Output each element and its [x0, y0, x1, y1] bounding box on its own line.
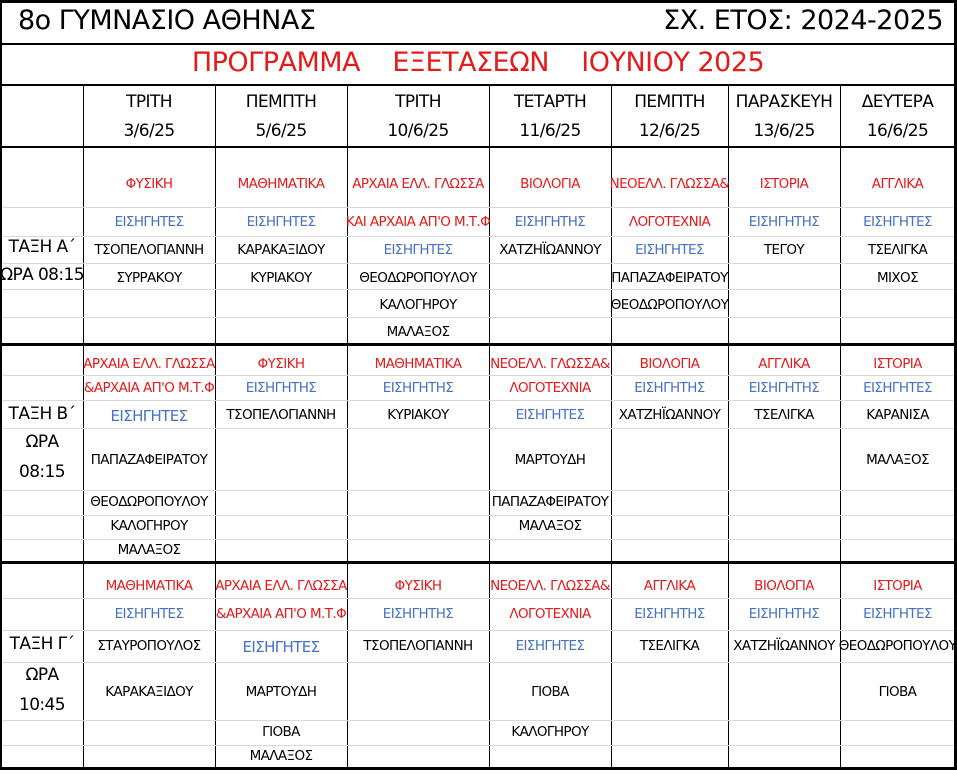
subject: ΝΕΟΕΛΛ. ΓΛΩΣΣΑ&	[609, 176, 730, 192]
teacher-name: ΚΑΡΑΚΑΞΙΔΟΥ	[237, 242, 325, 258]
days-divider	[0, 146, 957, 148]
row-gridline	[2, 428, 954, 429]
teachers-label: ΕΙΣΗΓΗΤΕΣ	[863, 606, 932, 622]
class-label: ΤΑΞΗ Α΄	[8, 237, 76, 257]
row-gridline	[2, 490, 954, 491]
teachers-label: ΕΙΣΗΓΗΤΕΣ	[863, 214, 932, 230]
row-gridline	[2, 598, 954, 599]
column-separator	[840, 84, 841, 770]
teachers-label: ΕΙΣΗΓΗΤΗΣ	[748, 380, 820, 396]
teachers-label: ΕΙΣΗΓΗΤΕΣ	[114, 214, 184, 230]
row-gridline	[2, 289, 954, 290]
subject: &ΑΡΧΑΙΑ ΑΠ'Ο Μ.Τ.Φ	[83, 380, 215, 396]
day-date: 10/6/25	[387, 121, 449, 141]
day-name: ΠΕΜΠΤΗ	[634, 92, 705, 112]
row-gridline	[2, 317, 954, 318]
teacher-name: ΧΑΤΖΗΪΩΑΝΝΟΥ	[733, 638, 835, 654]
subject: ΑΓΓΛΙΚΑ	[643, 578, 696, 594]
class-divider-2	[0, 561, 957, 564]
teacher-name: ΚΑΛΟΓΗΡΟΥ	[110, 518, 188, 534]
subject: ΑΡΧΑΙΑ ΕΛΛ. ΓΛΩΣΣΑ	[83, 356, 215, 372]
teacher-name: ΧΑΤΖΗΪΩΑΝΝΟΥ	[618, 407, 721, 423]
teacher-name: ΚΑΛΟΓΗΡΟΥ	[511, 724, 589, 740]
teachers-label: ΕΙΣΗΓΗΤΕΣ	[110, 407, 188, 425]
class-label: 10:45	[19, 695, 65, 715]
subject: ΜΑΘΗΜΑΤΙΚΑ	[374, 356, 462, 372]
subject: ΒΙΟΛΟΓΙΑ	[639, 356, 700, 372]
subject: ΙΣΤΟΡΙΑ	[873, 356, 922, 372]
subject: &ΑΡΧΑΙΑ ΑΠ'Ο Μ.Τ.Φ	[215, 606, 347, 622]
header-divider	[0, 84, 957, 86]
teacher-name: ΤΣΟΠΕΛΟΓΙΑΝΝΗ	[94, 242, 204, 258]
day-date: 5/6/25	[255, 121, 307, 141]
teacher-name: ΚΑΛΟΓΗΡΟΥ	[379, 297, 457, 313]
teachers-label: ΕΙΣΗΓΗΤΗΣ	[634, 606, 705, 622]
school-name: 8ο ΓΥΜΝΑΣΙΟ ΑΘΗΝΑΣ	[18, 5, 316, 36]
teachers-label: ΕΙΣΗΓΗΤΗΣ	[634, 380, 705, 396]
teachers-label: ΕΙΣΗΓΗΤΕΣ	[863, 380, 932, 396]
day-name: ΤΡΙΤΗ	[395, 92, 441, 112]
teachers-label: ΕΙΣΗΓΗΤΕΣ	[383, 242, 453, 258]
teachers-label: ΕΙΣΗΓΗΤΗΣ	[748, 606, 820, 622]
title-divider	[0, 43, 957, 45]
teacher-name: ΣΤΑΥΡΟΠΟΥΛΟΣ	[97, 638, 201, 654]
teacher-name: ΤΣΟΠΕΛΟΓΙΑΝΝΗ	[363, 638, 473, 654]
day-name: ΤΡΙΤΗ	[126, 92, 172, 112]
subject: ΛΟΓΟΤΕΧΝΙΑ	[628, 214, 711, 230]
day-name: ΔΕΥΤΕΡΑ	[861, 92, 934, 112]
subject: ΑΓΓΛΙΚΑ	[871, 176, 924, 192]
subject: ΛΟΓΟΤΕΧΝΙΑ	[509, 606, 591, 622]
subject: ΝΕΟΕΛΛ. ΓΛΩΣΣΑ&	[490, 356, 610, 372]
teacher-name: ΜΙΧΟΣ	[876, 270, 919, 286]
teachers-label: ΕΙΣΗΓΗΤΗΣ	[245, 380, 317, 396]
class-label: ΩΡΑ	[25, 665, 59, 685]
frame-top	[0, 0, 957, 3]
teachers-label: ΕΙΣΗΓΗΤΕΣ	[246, 214, 316, 230]
teacher-name: ΧΑΤΖΗΪΩΑΝΝΟΥ	[499, 242, 601, 258]
frame-bottom	[0, 767, 957, 770]
teachers-label: ΕΙΣΗΓΗΤΗΣ	[748, 214, 820, 230]
class-divider-1	[0, 343, 957, 346]
teacher-name: ΤΣΟΠΕΛΟΓΙΑΝΝΗ	[226, 407, 336, 423]
subject: ΚΑΙ ΑΡΧΑΙΑ ΑΠ'Ο Μ.Τ.Φ	[345, 214, 491, 230]
teacher-name: ΤΣΕΛΙΓΚΑ	[639, 638, 700, 654]
class-label: ΩΡΑ	[25, 432, 59, 452]
teachers-label: ΕΙΣΗΓΗΤΗΣ	[514, 214, 586, 230]
teacher-name: ΓΙΟΒΑ	[531, 684, 569, 700]
row-gridline	[2, 630, 954, 631]
day-date: 12/6/25	[638, 121, 701, 141]
class-label: ΤΑΞΗ Β΄	[8, 404, 76, 424]
teacher-name: ΠΑΠΑΖΑΦΕΙΡΑΤΟΥ	[611, 270, 728, 286]
day-name: ΤΕΤΑΡΤΗ	[513, 92, 587, 112]
row-gridline	[2, 375, 954, 376]
subject: ΙΣΤΟΡΙΑ	[759, 176, 809, 192]
subject: ΑΡΧΑΙΑ ΕΛΛ. ΓΛΩΣΣΑ	[215, 578, 347, 594]
teacher-name: ΤΕΓΟΥ	[763, 242, 805, 258]
frame-left	[0, 0, 2, 770]
teachers-label: ΕΙΣΗΓΗΤΕΣ	[515, 407, 585, 423]
teacher-name: ΜΑΛΑΞΟΣ	[518, 518, 582, 534]
subject: ΒΙΟΛΟΓΙΑ	[754, 578, 814, 594]
teacher-name: ΜΑΡΤΟΥΔΗ	[514, 452, 586, 468]
subject: ΑΡΧΑΙΑ ΕΛΛ. ΓΛΩΣΣΑ	[352, 176, 484, 192]
teacher-name: ΤΣΕΛΙΓΚΑ	[754, 407, 814, 423]
subject: ΦΥΣΙΚΗ	[394, 578, 442, 594]
subject: ΝΕΟΕΛΛ. ΓΛΩΣΣΑ&	[490, 578, 610, 594]
row-gridline	[2, 515, 954, 516]
row-gridline	[2, 400, 954, 401]
day-name: ΠΕΜΠΤΗ	[245, 92, 317, 112]
subject: ΑΓΓΛΙΚΑ	[758, 356, 810, 372]
subject: ΜΑΘΗΜΑΤΙΚΑ	[237, 176, 325, 192]
teacher-name: ΠΑΠΑΖΑΦΕΙΡΑΤΟΥ	[90, 452, 208, 468]
row-gridline	[2, 745, 954, 746]
day-date: 16/6/25	[866, 121, 929, 141]
class-label: ΤΑΞΗ Γ΄	[9, 634, 75, 654]
teachers-label: ΕΙΣΗΓΗΤΕΣ	[515, 638, 585, 654]
day-date: 11/6/25	[519, 121, 581, 141]
class-label: ΩΡΑ 08:15	[0, 265, 84, 285]
teacher-name: ΚΑΡΑΝΙΣΑ	[866, 407, 929, 423]
teacher-name: ΘΕΟΔΩΡΟΠΟΥΛΟΥ	[610, 297, 729, 313]
day-date: 3/6/25	[123, 121, 175, 141]
day-name: ΠΑΡΑΣΚΕΥΗ	[735, 92, 833, 112]
row-gridline	[2, 539, 954, 540]
teacher-name: ΜΑΛΑΞΟΣ	[386, 324, 450, 340]
program-title: ΠΡΟΓΡΑΜΜΑ ΕΞΕΤΑΣΕΩΝ ΙΟΥΝΙΟΥ 2025	[191, 47, 765, 78]
column-separator	[215, 84, 216, 770]
teacher-name: ΓΙΟΒΑ	[262, 724, 300, 740]
teacher-name: ΠΑΠΑΖΑΦΕΙΡΑΤΟΥ	[491, 494, 609, 510]
teachers-label: ΕΙΣΗΓΗΤΕΣ	[635, 242, 704, 258]
teachers-label: ΕΙΣΗΓΗΤΗΣ	[382, 380, 454, 396]
teacher-name: ΘΕΟΔΩΡΟΠΟΥΛΟΥ	[90, 494, 208, 510]
row-gridline	[2, 236, 954, 237]
teacher-name: ΚΑΡΑΚΑΞΙΔΟΥ	[105, 684, 193, 700]
column-separator	[83, 84, 84, 770]
teacher-name: ΜΑΡΤΟΥΔΗ	[245, 684, 317, 700]
subject: ΜΑΘΗΜΑΤΙΚΑ	[105, 578, 193, 594]
day-date: 13/6/25	[753, 121, 815, 141]
school-year: ΣΧ. ΕΤΟΣ: 2024-2025	[663, 5, 943, 36]
subject: ΦΥΣΙΚΗ	[257, 356, 305, 372]
row-gridline	[2, 662, 954, 663]
subject: ΦΥΣΙΚΗ	[125, 176, 173, 192]
teacher-name: ΘΕΟΔΩΡΟΠΟΥΛΟΥ	[359, 270, 477, 286]
teacher-name: ΚΥΡΙΑΚΟΥ	[387, 407, 449, 423]
teacher-name: ΤΣΕΛΙΓΚΑ	[867, 242, 928, 258]
column-separator	[347, 84, 348, 770]
teachers-label: ΕΙΣΗΓΗΤΕΣ	[114, 606, 184, 622]
teacher-name: ΜΑΛΑΞΟΣ	[249, 748, 313, 764]
teachers-label: ΕΙΣΗΓΗΤΗΣ	[382, 606, 454, 622]
subject: ΙΣΤΟΡΙΑ	[873, 578, 922, 594]
teacher-name: ΚΥΡΙΑΚΟΥ	[250, 270, 312, 286]
teacher-name: ΣΥΡΡΑΚΟΥ	[116, 270, 182, 286]
column-separator	[489, 84, 490, 770]
class-label: 08:15	[19, 462, 65, 482]
teacher-name: ΘΕΟΔΩΡΟΠΟΥΛΟΥ	[838, 638, 957, 654]
teacher-name: ΓΙΟΒΑ	[878, 684, 917, 700]
row-gridline	[2, 263, 954, 264]
teacher-name: ΜΑΛΑΞΟΣ	[866, 452, 929, 468]
row-gridline	[2, 720, 954, 721]
subject: ΛΟΓΟΤΕΧΝΙΑ	[509, 380, 591, 396]
row-gridline	[2, 207, 954, 208]
teacher-name: ΜΑΛΑΞΟΣ	[117, 542, 181, 558]
subject: ΒΙΟΛΟΓΙΑ	[520, 176, 580, 192]
teachers-label: ΕΙΣΗΓΗΤΕΣ	[242, 638, 320, 656]
